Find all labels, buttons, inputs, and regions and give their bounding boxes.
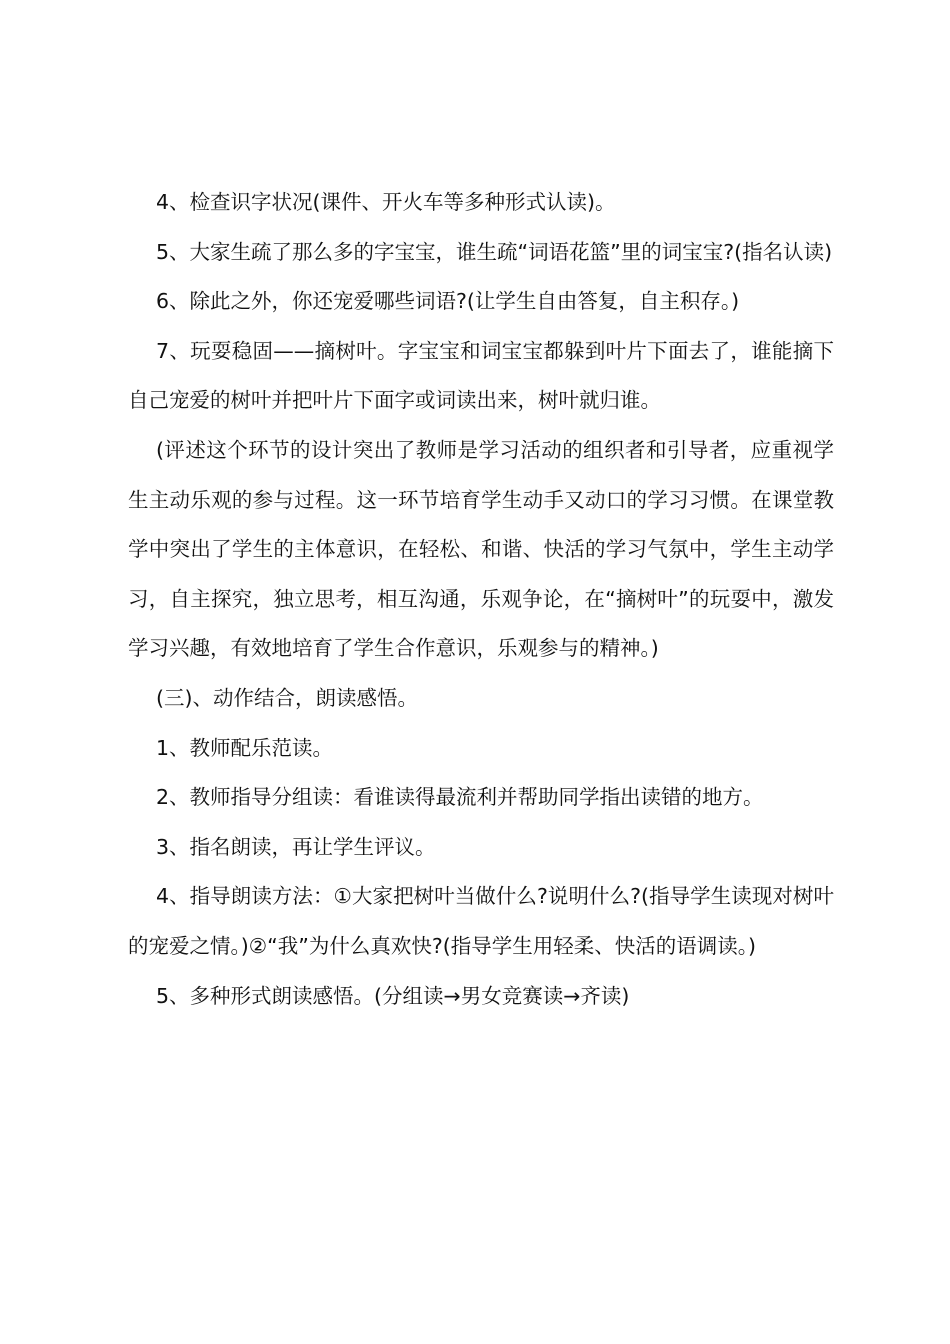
paragraph-reading-method: 4、指导朗读方法：①大家把树叶当做什么?说明什么?(指导学生读现对树叶的宠爱之情。)②“我”为什么真欢快?(指导学生用轻柔、快活的语调读。)	[128, 884, 834, 958]
paragraph-leaf-game: 7、玩耍稳固——摘树叶。字宝宝和词宝宝都躲到叶片下面去了，谁能摘下自己宠爱的树叶并把叶片下面字或词读出来，树叶就归谁。	[128, 338, 834, 413]
paragraph-word-basket: 5、大家生疏了那么多的字宝宝，谁生疏“词语花篮”里的词宝宝?(指名认读)	[156, 239, 833, 264]
paragraph-reading-forms: 5、多种形式朗读感悟。(分组读→男女竞赛读→齐读)	[156, 983, 630, 1008]
paragraph-teacher-reading: 1、教师配乐范读。	[156, 735, 334, 760]
paragraph-check-literacy: 4、检查识字状况(课件、开火车等多种形式认读)。	[156, 190, 616, 214]
paragraph-favorite-words: 6、除此之外，你还宠爱哪些词语?(让学生自由答复，自主积存。)	[156, 289, 740, 314]
paragraph-commentary: (评述这个环节的设计突出了教师是学习活动的组织者和引导者，应重视学生主动乐观的参与过程。这一环节培育学生动手又动口的学习习惯。在课堂教学中突出了学生的主体意识，在轻松、和谐、快活的学习气氛中，学生主动学习，自主探究，独立思考，相互沟通，乐观争论，在“摘树叶”的玩耍中，激发学习兴趣，有效地培育了学生合作意识，乐观参与的精神。)	[128, 437, 834, 661]
paragraph-named-reading: 3、指名朗读，再让学生评议。	[156, 834, 436, 859]
section-heading-reading: (三)、动作结合，朗读感悟。	[156, 685, 418, 710]
paragraph-group-reading: 2、教师指导分组读：看谁读得最流利并帮助同学指出读错的地方。	[156, 785, 764, 810]
document-page	[128, 178, 834, 1021]
